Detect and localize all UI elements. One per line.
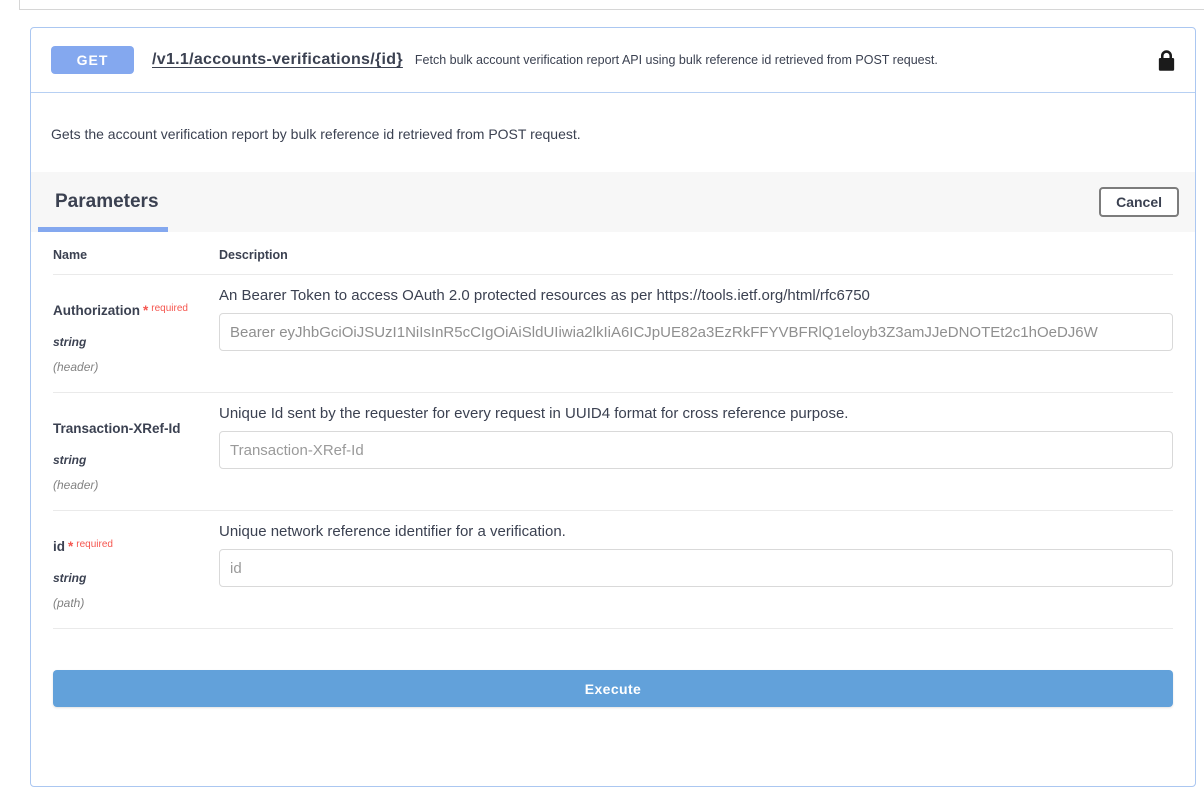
column-header-name: Name [53, 248, 88, 262]
parameters-header [31, 172, 1195, 232]
authorize-lock-button[interactable] [1158, 49, 1175, 72]
param-desc-cell [219, 521, 1173, 610]
operation-description: Gets the account verification report by bulk reference id retrieved from POST request. [51, 126, 581, 142]
operation-summary-row[interactable] [31, 28, 1195, 93]
param-row-id [53, 511, 1173, 629]
param-name-cell [53, 521, 219, 610]
param-location: (path) [53, 596, 85, 610]
param-name: id * $^{required}$ [53, 539, 113, 554]
cancel-button[interactable]: Cancel [1099, 187, 1179, 217]
table-header-row [53, 232, 1173, 275]
endpoint-path-link[interactable]: /v1.1/accounts-verifications/{id} [152, 51, 403, 68]
param-name: Transaction-XRef-Id [53, 421, 181, 436]
param-name: Authorization * $^{required}$ [53, 303, 188, 318]
param-type: string [53, 453, 87, 467]
active-tab-underline [38, 227, 168, 232]
execute-button[interactable]: Execute [53, 670, 1173, 707]
execute-section [53, 629, 1173, 727]
required-asterisk: * [143, 303, 149, 318]
param-row-transaction-xref-id [53, 393, 1173, 511]
required-label: required [151, 303, 188, 314]
param-desc-cell [219, 403, 1173, 492]
id-input[interactable] [219, 549, 1173, 587]
param-location: (header) [53, 360, 99, 374]
param-type: string [53, 571, 87, 585]
required-asterisk: * [68, 539, 74, 554]
param-name-cell [53, 285, 219, 374]
authorization-input[interactable] [219, 313, 1173, 351]
param-type: string [53, 335, 87, 349]
param-name-cell [53, 403, 219, 492]
required-label: required [76, 539, 113, 550]
parameters-title: Parameters [55, 191, 159, 212]
endpoint-summary: Fetch bulk account verification report API using bulk reference id retrieved from POST request. [414, 53, 938, 67]
column-header-description: Description [219, 248, 288, 262]
param-location: (header) [53, 478, 99, 492]
param-description: An Bearer Token to access OAuth 2.0 protected resources as per https://tools.ietf.org/html/rfc6750 [219, 287, 870, 304]
param-description: Unique Id sent by the requester for every request in UUID4 format for cross reference purpose. [219, 405, 849, 422]
top-divider [19, 0, 1204, 10]
param-row-authorization [53, 275, 1173, 393]
param-description: Unique network reference identifier for a verification. [219, 523, 566, 540]
param-desc-cell [219, 285, 1173, 374]
lock-closed-icon [1158, 60, 1175, 75]
api-operation-panel [30, 27, 1196, 787]
http-method-badge: GET [51, 46, 134, 74]
transaction-xref-id-input[interactable] [219, 431, 1173, 469]
parameters-table [31, 232, 1195, 727]
